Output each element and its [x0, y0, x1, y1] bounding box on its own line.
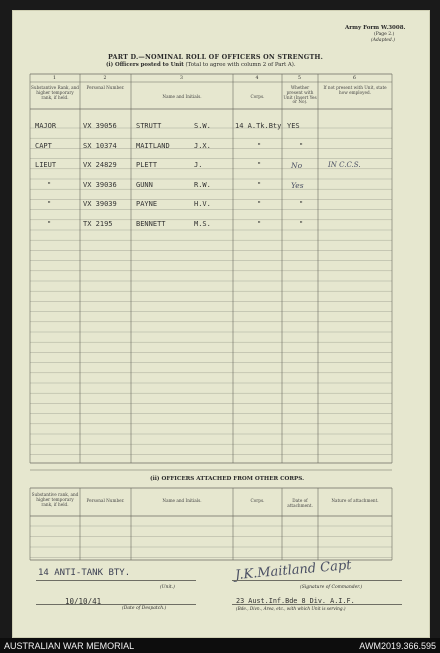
row-corps: " — [257, 161, 262, 170]
row-rank: " — [47, 200, 52, 209]
signoff-rule-left — [36, 580, 196, 581]
attached-column-header: Corps. — [250, 498, 265, 503]
column-number: 5 — [298, 75, 301, 81]
row-initials: J.X. — [194, 141, 211, 150]
table-row — [30, 120, 392, 132]
row-surname: GUNN — [136, 180, 153, 189]
row-employed: IN C.C.S. — [328, 161, 361, 170]
column-header: Name and Initials. — [162, 94, 202, 99]
form-page-number: (Page 2.) — [374, 32, 395, 37]
date-rule — [36, 604, 196, 605]
row-present: " — [299, 200, 304, 209]
row-surname: BENNETT — [136, 220, 166, 228]
attached-section-title: (ii) OFFICERS ATTACHED FROM OTHER CORPS. — [150, 476, 305, 482]
column-number: 2 — [103, 75, 107, 81]
table-row — [30, 159, 392, 171]
row-corps: " — [257, 200, 262, 209]
column-header: Substantive Rank, and higher temporary rank, if held. — [31, 85, 79, 100]
signoff-rule-right — [232, 580, 402, 581]
footer-id: AWM2019.366.595 — [359, 641, 436, 651]
row-initials: J. — [194, 161, 203, 170]
subtitle-bold: (i) Officers posted to Unit — [106, 62, 184, 68]
page-title: PART D.—NOMINAL ROLL OF OFFICERS ON STRENGTH. — [108, 53, 324, 61]
column-header: If not present with Unit, state how employed. — [323, 85, 387, 95]
form-number: Army Form W.3008. — [345, 25, 406, 31]
column-header: Corps. — [250, 94, 265, 99]
table-row — [30, 179, 392, 191]
row-initials: H.V. — [194, 200, 211, 209]
form-adapted-note: (Adapted.) — [371, 38, 395, 43]
attached-column-header: Date of attachment. — [287, 498, 313, 508]
row-initials: M.S. — [194, 220, 211, 228]
column-header: Whether present with Unit (Insert Yes or No). — [283, 85, 317, 105]
row-rank: " — [47, 220, 52, 228]
row-present: No — [291, 161, 303, 171]
row-initials: R.W. — [194, 180, 211, 189]
table-row — [30, 140, 392, 152]
row-personal-number: SX 10374 — [83, 141, 117, 150]
attached-column-header: Name and Initials. — [162, 498, 202, 503]
row-present: YES — [287, 122, 300, 130]
row-rank: MAJOR — [35, 122, 57, 130]
row-surname: MAITLAND — [136, 141, 170, 150]
table-row — [30, 218, 392, 230]
dispatch-date: 10/10/41 — [65, 597, 102, 606]
row-surname: STRUTT — [136, 122, 162, 130]
row-present: " — [299, 141, 304, 150]
row-present: " — [299, 220, 304, 228]
row-surname: PAYNE — [136, 200, 158, 209]
formation: 23 Aust.Inf.Bde 8 Div. A.I.F. — [236, 597, 355, 605]
attached-column-header: Nature of attachment. — [331, 498, 379, 503]
row-corps: 14 A.Tk.Bty — [235, 122, 282, 130]
row-personal-number: TX 2195 — [83, 220, 113, 228]
row-corps: " — [257, 220, 262, 228]
unit-caption: (Unit.) — [160, 585, 175, 590]
row-corps: " — [257, 141, 262, 150]
unit-name: 14 ANTI-TANK BTY. — [38, 568, 131, 578]
column-number: 1 — [53, 75, 56, 81]
signature: J.K.Maitland Capt — [234, 557, 353, 584]
row-initials: S.W. — [194, 122, 211, 130]
signature-caption: (Signature of Commander.) — [300, 585, 363, 590]
column-header: Personal Number. — [86, 85, 125, 90]
row-rank: " — [47, 180, 52, 189]
row-personal-number: VX 24829 — [83, 161, 117, 170]
row-corps: " — [257, 180, 262, 189]
formation-rule — [232, 604, 402, 605]
row-rank: LIEUT — [35, 161, 57, 170]
table-row — [30, 198, 392, 210]
row-rank: CAPT — [35, 141, 52, 150]
dispatch-date-caption: (Date of Despatch.) — [122, 606, 167, 611]
row-personal-number: VX 39056 — [83, 122, 117, 130]
column-number: 6 — [353, 75, 356, 81]
column-number: 4 — [255, 75, 259, 81]
footer-credit: AUSTRALIAN WAR MEMORIAL — [4, 641, 135, 651]
attached-column-header: Personal Number. — [86, 498, 125, 503]
formation-caption: (Bde., Divn., Area, etc., with which Unit is serving.) — [236, 606, 346, 611]
row-surname: PLETT — [136, 161, 158, 170]
row-present: Yes — [291, 180, 304, 190]
column-number: 3 — [180, 75, 183, 81]
subtitle-rest: (Total to agree with column 2 of Part A). — [185, 62, 296, 68]
footer-bar — [0, 638, 440, 653]
row-personal-number: VX 39039 — [83, 200, 117, 209]
row-personal-number: VX 39036 — [83, 180, 117, 189]
attached-column-header: Substantive rank, and higher temporary rank, if held. — [31, 492, 79, 507]
